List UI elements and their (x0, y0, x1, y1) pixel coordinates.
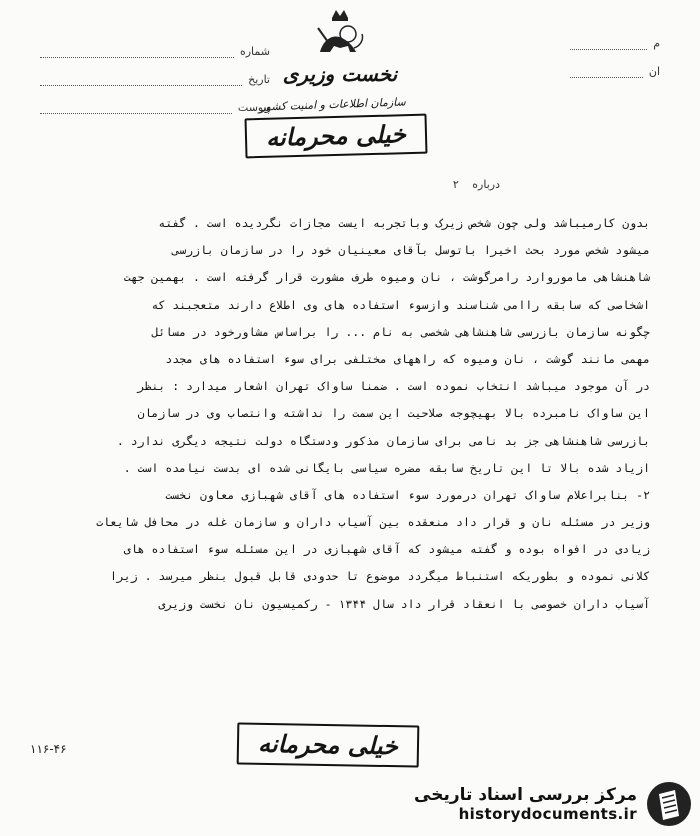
body-line: وزیر در مسئله نان و قرار داد منعقده بین آسیاب داران و سازمان غله در محافل شایعات (96, 515, 650, 530)
subject-line (300, 178, 500, 191)
body-line: در آن موجود میباشد انتخاب نموده است . ضمنا ساواک تهران اشعار میدارد : بنظر (137, 379, 650, 394)
body-line: این ساواک نامبرده بالا بهیچوجه صلاحیت این سمت را نداشته وانتصاب وی در سازمان (137, 406, 650, 421)
office-title: سازمان اطلاعات و امنیت کشور (260, 95, 406, 114)
body-line: ازیاد شده بالا تا این تاریخ سابقه مضره سیاسی بایگانی شده ای بدست نیامده است . (123, 460, 650, 475)
classification-stamp-bottom: خیلی محرمانه (237, 722, 420, 767)
header-field-number-right: م (570, 22, 660, 50)
header-field-date: تاریخ (40, 58, 270, 86)
watermark-url: historydocuments.ir (458, 805, 637, 823)
header-field-to: ان (570, 50, 660, 78)
subject-number: ۲ (452, 178, 459, 191)
header-field-number: شماره (40, 30, 270, 58)
body-line: اشخاصی که سابقه راامی شناسند وازسوء استفاده های وی اطلاع دارند متعجبند که (151, 297, 650, 312)
document-number: ۱۱۶-۴۶ (30, 742, 67, 756)
body-line: مهمی مانند گوشت ، نان ومیوه که راههای مختلفی برای سوء استفاده های مجدد (165, 351, 650, 366)
body-line: کلانی نموده و بطوریکه استنباط میگردد موضوع تا حدودی قابل قبول بنظر میرسد . زیرا (109, 569, 650, 584)
body-line: بازرسی شاهنشاهی جز بد نامی برای سازمان مذکور ودستگاه دولت نتیجه دیگری ندارد . (116, 433, 650, 448)
classification-stamp-top: خیلی محرمانه (245, 114, 428, 159)
body-line: ۲- بنابراعلام ساواک تهران درمورد سوء استفاده های آقای شهبازی معاون نخست (165, 487, 650, 502)
body-line: چگونه سازمان بازرسی شاهنشاهی شخصی به نام ... را براساس مشاورخود در مسائل (151, 324, 650, 339)
ministry-title: نخست وزیری (282, 62, 398, 86)
header-right-fields (570, 22, 660, 78)
archive-logo-icon (645, 780, 693, 828)
body-line: بدون کارمیباشد ولی چون شخص زیرک وباتجربه ایست مجازات نگردیده است . گفته (158, 216, 650, 230)
letter-body (52, 210, 650, 618)
watermark-title: مرکز بررسی اسناد تاریخی (414, 785, 637, 805)
header-field-attachment: پیوست (40, 86, 270, 114)
body-line: میشود شخص مورد بحث اخیرا باتوسل بآقای معینیان خود را در سازمان بازرسی (172, 243, 650, 258)
source-watermark (408, 776, 693, 832)
body-line: زیادی در افواه بوده و گفته میشود که آقای شهبازی در این مسئله سوء استفاده های (123, 542, 650, 557)
body-line: آسیاب داران خصوصی با انعقاد قرار داد سال ۱۳۴۴ - رکمیسیون نان نخست وزیری (158, 596, 650, 611)
subject-label: درباره (472, 178, 500, 191)
lion-and-sun-emblem-icon (310, 8, 370, 64)
body-line: شاهنشاهی ماموروارد رامرگوشت ، نان ومیوه طرف مشورت قرار گرفته است . بهمین جهت (123, 270, 650, 285)
